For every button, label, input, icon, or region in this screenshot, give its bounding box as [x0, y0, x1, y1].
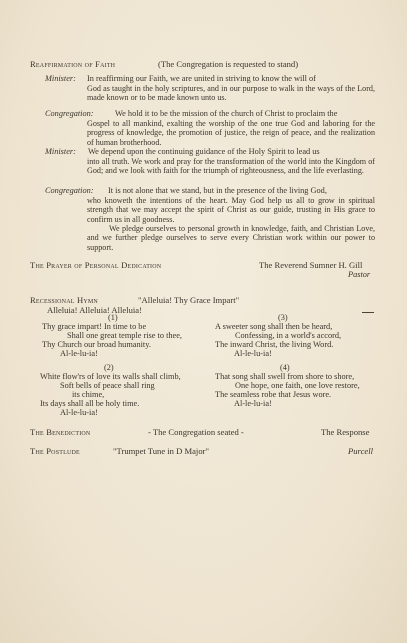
benediction-response: The Response	[321, 427, 370, 437]
verse-2-line: Soft bells of peace shall ring	[60, 381, 155, 390]
benediction-title: The Benediction	[30, 427, 91, 437]
verse-2-number: (2)	[104, 363, 114, 372]
paragraph-4-body: who knoweth the intentions of the heart. May God help us all to grow in spiritual strength that we may accept the spirit of Christ as our guide, trusting in His grace to confirm us in all goodness.	[87, 196, 375, 224]
verse-1-line: Thy grace impart! In time to be	[42, 322, 147, 331]
verse-3-line: A sweeter song shall then be heard,	[215, 322, 333, 331]
verse-2-line: Its days shall all be holy time.	[40, 399, 140, 408]
speaker-congregation-1: Congregation:	[45, 109, 94, 118]
hymn-title: "Alleluia! Thy Grace Impart"	[138, 295, 240, 305]
paragraph-4-first-line: It is not alone that we stand, but in the presence of the living God,	[108, 186, 327, 195]
verse-3-line: Al-le-lu-ia!	[234, 349, 272, 358]
verse-1-line: Shall one great temple rise to thee,	[67, 331, 182, 340]
verse-2-line: Al-le-lu-ia!	[60, 408, 98, 417]
rule-mark	[362, 312, 374, 313]
verse-4-line: The seamless robe that Jesus wore.	[215, 390, 332, 399]
verse-1-line: Al-le-lu-ia!	[60, 349, 98, 358]
verse-4-line: Al-le-lu-ia!	[234, 399, 272, 408]
paragraph-3-body: into all truth. We work and pray for the transformation of the world into the Kingdom of God; and we look with faith for the triumph of righteousness, and the life everlasting.	[87, 157, 375, 176]
verse-4-number: (4)	[280, 363, 290, 372]
verse-1-number: (1)	[108, 313, 118, 322]
speaker-minister-1: Minister:	[45, 74, 76, 83]
verse-4-line: One hope, one faith, one love restore,	[235, 381, 360, 390]
verse-4-line: That song shall swell from shore to shore,	[215, 372, 355, 381]
benediction-note: - The Congregation seated -	[148, 427, 244, 437]
paragraph-1-body: God as taught in the holy scriptures, and in our purpose to walk in the ways of the Lord, made known or to be made known unto us.	[87, 84, 375, 103]
verse-3-line: The inward Christ, the living Word.	[215, 340, 334, 349]
postlude-piece: "Trumpet Tune in D Major"	[113, 446, 209, 456]
affirmation-title: Reaffirmation of Faith	[30, 59, 116, 69]
pledge-paragraph: We pledge ourselves to personal growth in knowledge, faith, and Christian Love, and we further pledge ourselves to serve every Christian work within our power to support.	[87, 224, 375, 252]
hymn-intro: Alleluia! Alleluia! Alleluia!	[47, 305, 142, 315]
hymn-label: Recessional Hymn	[30, 295, 98, 305]
paragraph-3-first-line: We depend upon the continuing guidance of the Holy Spirit to lead us	[88, 147, 320, 156]
speaker-congregation-2: Congregation:	[45, 186, 94, 195]
prayer-leader: The Reverend Sumner H. Gill	[259, 260, 363, 270]
postlude-composer: Purcell	[348, 446, 373, 456]
verse-1-line: Thy Church our broad humanity.	[42, 340, 151, 349]
postlude-title: The Postlude	[30, 446, 80, 456]
paragraph-2-first-line: We hold it to be the mission of the church of Christ to proclaim the	[115, 109, 338, 118]
speaker-minister-2: Minister:	[45, 147, 76, 156]
verse-2-line: White flow'rs of love its walls shall climb,	[40, 372, 181, 381]
paragraph-2-body: Gospel to all mankind, exalting the worship of the one true God and laboring for the progress of knowledge, the promotion of justice, the reign of peace, and the realization of human brotherhood.	[87, 119, 375, 147]
verse-3-line: Confessing, in a world's accord,	[235, 331, 342, 340]
verse-3-number: (3)	[278, 313, 288, 322]
verse-2-line: its chime,	[72, 390, 105, 399]
affirmation-note: (The Congregation is requested to stand)	[158, 59, 299, 69]
prayer-title: The Prayer of Personal Dedication	[30, 260, 162, 270]
prayer-leader-role: Pastor	[348, 270, 371, 279]
paragraph-1-first-line: In reaffirming our Faith, we are united in striving to know the will of	[87, 74, 316, 83]
